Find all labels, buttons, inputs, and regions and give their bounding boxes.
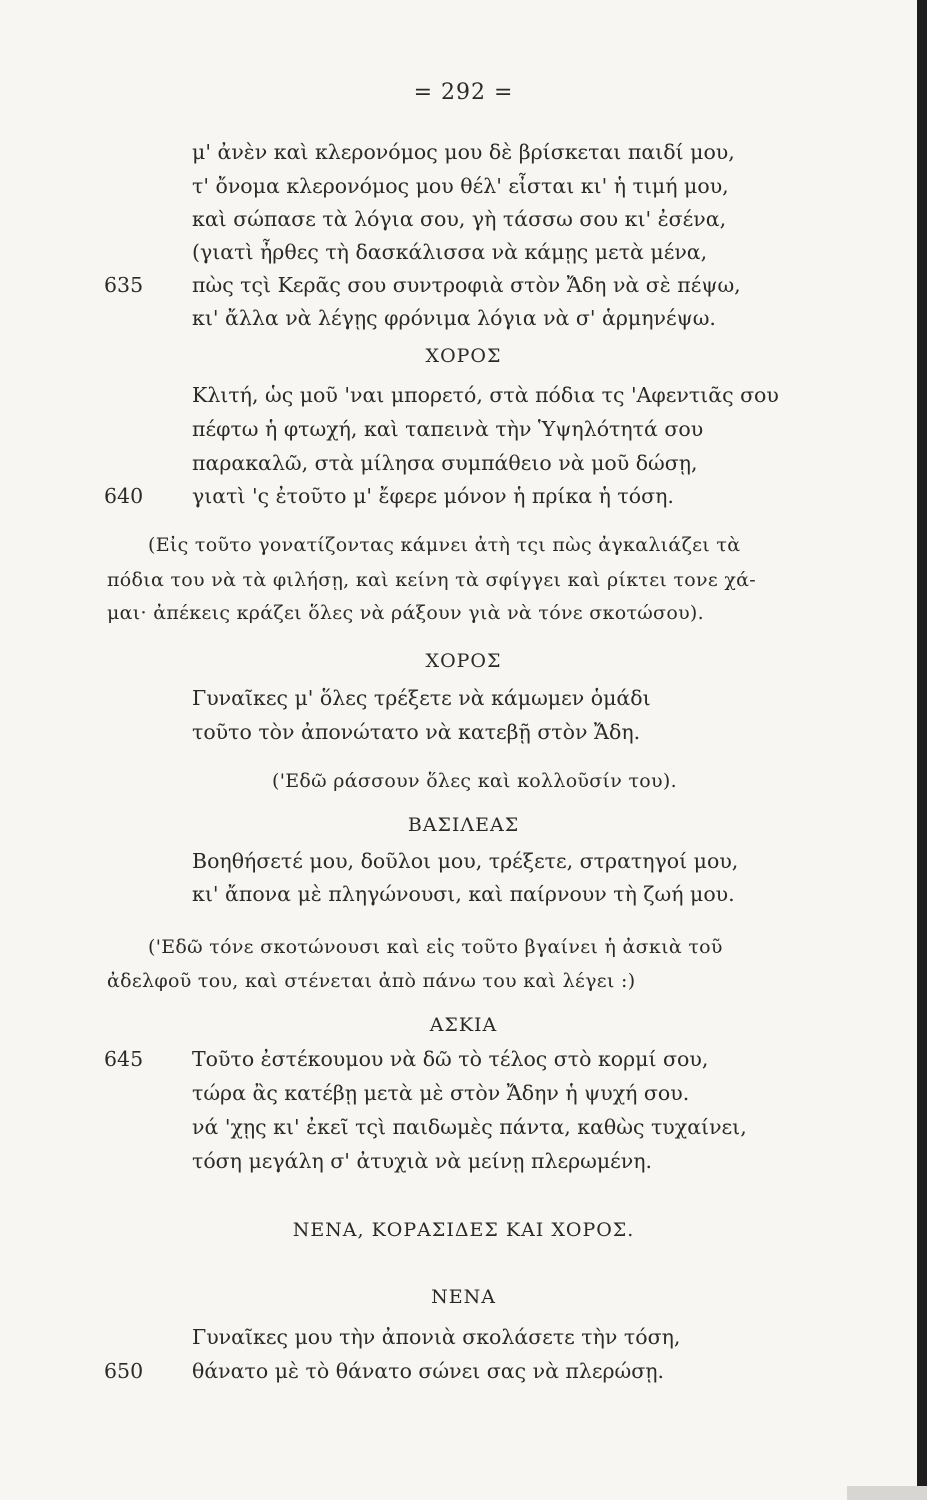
verse-line: μ' ἀνὲν καὶ κλερονόμος μου δὲ βρίσκεται παιδί μου, — [192, 140, 735, 164]
verse-line: παρακαλῶ, στὰ μίλησα συμπάθειο νὰ μοῦ δώσῃ, — [192, 451, 698, 475]
section-heading: ΝΕΝΑ, ΚΟΡΑΣΙΔΕΣ ΚΑΙ ΧΟΡΟΣ. — [292, 1219, 635, 1241]
line-number: 650 — [104, 1359, 144, 1383]
speaker-heading: ΧΟΡΟΣ — [425, 345, 502, 367]
verse-line: θάνατο μὲ τὸ θάνατο σώνει σας νὰ πλερώσῃ. — [192, 1359, 665, 1383]
verse-line: πέφτω ἡ φτωχή, καὶ ταπεινὰ τὴν Ὑψηλότητά σου — [192, 417, 704, 441]
verse-line: γιατὶ 'ς ἐτοῦτο μ' ἔφερε μόνον ἡ πρίκα ἡ τόση. — [192, 484, 674, 508]
speaker-heading: ΝΕΝΑ — [431, 1286, 496, 1308]
speaker-heading: ΑΣΚΙΑ — [429, 1014, 498, 1036]
line-number: 645 — [104, 1047, 144, 1071]
page-number: = 292 = — [413, 80, 514, 105]
verse-line: Γυναῖκες μου τὴν ἀπονιὰ σκολάσετε τὴν τόση, — [192, 1325, 681, 1349]
scan-edge — [847, 1486, 927, 1500]
verse-line: Γυναῖκες μ' ὅλες τρέξετε νὰ κάμωμεν ὁμάδι — [192, 686, 651, 710]
speaker-heading: ΒΑΣΙΛΕΑΣ — [407, 814, 520, 836]
verse-line: Βοηθήσετέ μου, δοῦλοι μου, τρέξετε, στρατηγοί μου, — [192, 849, 739, 873]
verse-line: κι' ἄλλα νὰ λέγῃς φρόνιμα λόγια νὰ σ' ἁρμηνέψω. — [192, 306, 716, 330]
verse-line: τ' ὄνομα κλερονόμος μου θέλ' εἶσται κι' ἡ τιμή μου, — [192, 174, 729, 198]
stage-direction: ἀδελφοῦ του, καὶ στένεται ἀπὸ πάνω του καὶ λέγει :) — [107, 970, 636, 992]
speaker-heading: ΧΟΡΟΣ — [425, 650, 502, 672]
line-number: 640 — [104, 484, 144, 508]
stage-direction: ('Εδῶ τόνε σκοτώνουσι καὶ εἰς τοῦτο βγαίνει ἡ ἀσκιὰ τοῦ — [148, 936, 723, 958]
verse-line: Τοῦτο ἐστέκουμου νὰ δῶ τὸ τέλος στὸ κορμί σου, — [192, 1047, 709, 1071]
verse-line: τόση μεγάλη σ' ἀτυχιὰ νὰ μείνῃ πλερωμένη. — [192, 1149, 653, 1173]
stage-direction: πόδια του νὰ τὰ φιλήσῃ, καὶ κείνη τὰ σφίγγει καὶ ρίκτει τονε χά- — [107, 569, 757, 591]
verse-line: νά 'χῃς κι' ἐκεῖ τςὶ παιδωμὲς πάντα, καθὼς τυχαίνει, — [192, 1115, 747, 1139]
verse-line: καὶ σώπασε τὰ λόγια σου, γὴ τάσσω σου κι' ἐσένα, — [192, 207, 727, 231]
verse-line: πὼς τςὶ Κερᾶς σου συντροφιὰ στὸν Ἄδη νὰ σὲ πέψω, — [192, 273, 741, 297]
verse-line: Κλιτή, ὡς μοῦ 'ναι μπορετό, στὰ πόδια τς 'Αφεντιᾶς σου — [192, 383, 779, 407]
stage-direction: (Εἰς τοῦτο γονατίζοντας κάμνει ἀτὴ τςι πὼς ἀγκαλιάζει τὰ — [148, 534, 741, 556]
stage-direction: μαι· ἀπέκεις κράζει ὅλες νὰ ράξουν γιὰ νὰ τόνε σκοτώσου). — [107, 602, 704, 624]
verse-line: κι' ἄπονα μὲ πληγώνουσι, καὶ παίρνουν τὴ ζωή μου. — [192, 882, 735, 906]
line-number: 635 — [104, 273, 144, 297]
verse-line: (γιατὶ ἦρθες τὴ δασκάλισσα νὰ κάμῃς μετὰ μένα, — [192, 240, 708, 264]
book-spine-edge — [917, 0, 927, 1500]
verse-line: τώρα ἂς κατέβῃ μετὰ μὲ στὸν Ἄδην ἡ ψυχή σου. — [192, 1081, 690, 1105]
verse-line: τοῦτο τὸν ἀπονώτατο νὰ κατεβῇ στὸν Ἄδη. — [192, 720, 641, 744]
stage-direction: ('Εδῶ ράσσουν ὅλες καὶ κολλοῦσίν του). — [272, 770, 677, 792]
